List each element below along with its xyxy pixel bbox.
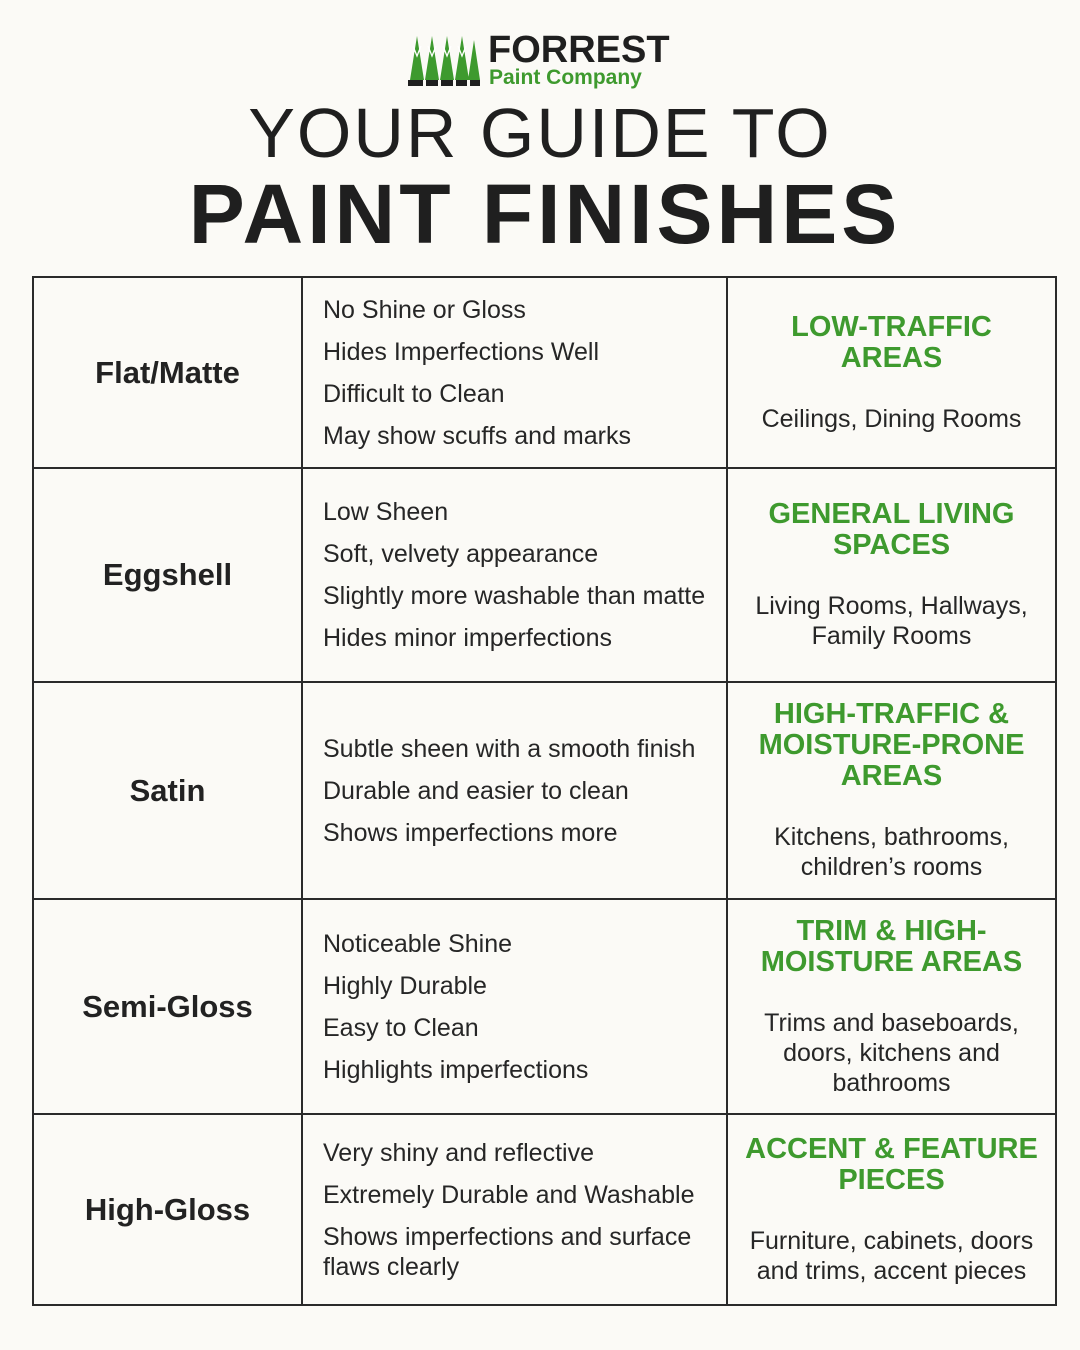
feature-item: Extremely Durable and Washable bbox=[323, 1180, 695, 1209]
usage-rooms: Kitchens, bathrooms, children’s rooms bbox=[774, 823, 1009, 881]
page-title-line1: YOUR GUIDE TO bbox=[248, 94, 832, 172]
finish-usage bbox=[727, 468, 1056, 682]
feature-item: Highlights imperfections bbox=[323, 1055, 589, 1084]
finish-features bbox=[302, 277, 727, 468]
finishes-table bbox=[32, 276, 1057, 1306]
usage-area: ACCENT & FEATURE PIECES bbox=[745, 1132, 1038, 1196]
feature-item: Highly Durable bbox=[323, 971, 487, 1000]
finish-name: Satin bbox=[33, 682, 302, 899]
brand-name: FORREST bbox=[488, 29, 670, 71]
feature-item: Noticeable Shine bbox=[323, 929, 513, 958]
usage-rooms: Ceilings, Dining Rooms bbox=[761, 404, 1022, 433]
page-title-line2: PAINT FINISHES bbox=[188, 167, 902, 261]
usage-rooms: Living Rooms, Hallways, Family Rooms bbox=[755, 592, 1028, 650]
feature-item: Shows imperfections more bbox=[323, 818, 618, 847]
finish-usage bbox=[727, 277, 1056, 468]
feature-item: Hides minor imperfections bbox=[323, 624, 612, 652]
feature-item: Soft, velvety appearance bbox=[323, 540, 599, 568]
usage-area: TRIM & HIGH-MOISTURE AREAS bbox=[760, 914, 1023, 978]
table-row bbox=[33, 899, 1056, 1114]
finish-usage bbox=[727, 899, 1056, 1114]
table-row bbox=[33, 468, 1056, 682]
finish-usage bbox=[727, 1114, 1056, 1305]
finishes-table-body bbox=[33, 277, 1056, 1305]
finish-name: Flat/Matte bbox=[33, 277, 302, 468]
usage-rooms: Furniture, cabinets, doors and trims, accent pieces bbox=[749, 1226, 1034, 1285]
brand-logo bbox=[408, 30, 678, 92]
feature-item: Hides Imperfections Well bbox=[323, 337, 600, 366]
feature-item: Easy to Clean bbox=[323, 1013, 479, 1042]
finish-features bbox=[302, 899, 727, 1114]
feature-item: Durable and easier to clean bbox=[323, 776, 629, 805]
trees-logo-icon bbox=[408, 34, 480, 86]
usage-area: LOW-TRAFFIC AREAS bbox=[791, 310, 992, 374]
feature-item: Shows imperfections and surface flaws clearly bbox=[323, 1222, 692, 1281]
feature-item: Subtle sheen with a smooth finish bbox=[323, 734, 696, 763]
feature-item: Slightly more washable than matte bbox=[323, 582, 706, 610]
finish-features bbox=[302, 468, 727, 682]
feature-item: No Shine or Gloss bbox=[323, 295, 526, 324]
finish-features bbox=[302, 1114, 727, 1305]
finish-name: Semi-Gloss bbox=[33, 899, 302, 1114]
brand-tagline: Paint Company bbox=[489, 66, 642, 89]
usage-area: GENERAL LIVING SPACES bbox=[768, 498, 1015, 561]
finish-name: Eggshell bbox=[33, 468, 302, 682]
finish-usage bbox=[727, 682, 1056, 899]
table-row bbox=[33, 277, 1056, 468]
finish-name: High-Gloss bbox=[33, 1114, 302, 1305]
feature-item: May show scuffs and marks bbox=[323, 421, 631, 450]
table-row bbox=[33, 1114, 1056, 1305]
feature-item: Difficult to Clean bbox=[323, 379, 505, 408]
table-row bbox=[33, 682, 1056, 899]
feature-item: Very shiny and reflective bbox=[323, 1138, 594, 1167]
usage-rooms: Trims and baseboards, doors, kitchens and bathrooms bbox=[764, 1008, 1019, 1097]
usage-area: HIGH-TRAFFIC & MOISTURE-PRONE AREAS bbox=[758, 698, 1025, 792]
feature-item: Low Sheen bbox=[323, 498, 449, 526]
finish-features bbox=[302, 682, 727, 899]
